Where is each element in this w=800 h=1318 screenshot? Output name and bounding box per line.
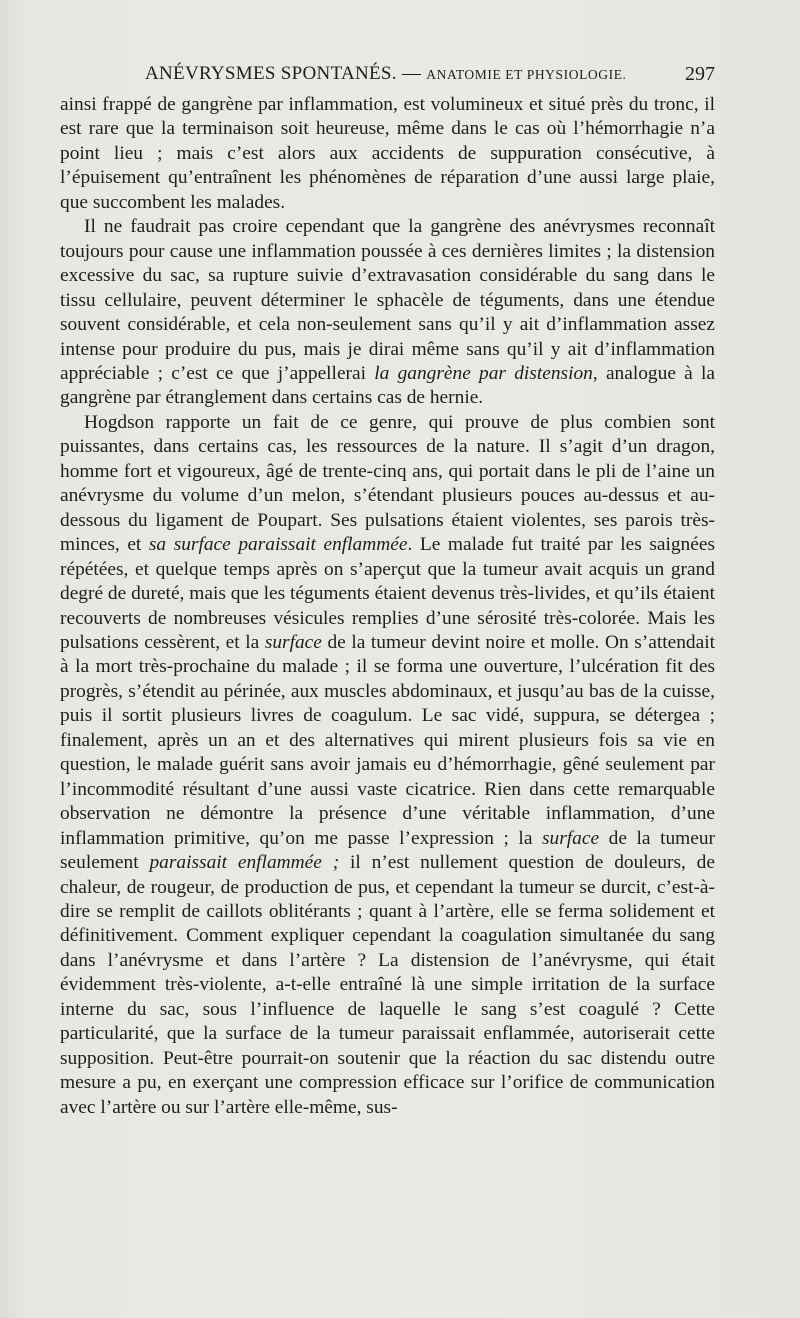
paragraph <box>60 411 715 1120</box>
running-head-subtitle: ANATOMIE ET PHYSIOLOGIE. <box>426 67 627 82</box>
text-run: de la tumeur devint noire et molle. On s’attendait à la mort très-prochaine du malade ; il se forma une ouverture, l’ulcération fit des progrès, s’étendit au périnée, aux muscles abdominaux, et jusqu’au bas de la cuisse, puis il sortit plusieurs livres de coagulum. Le sac vidé, suppura, se détergea ; finalement, après un an et des alternatives qui mirent plusieurs fois sa vie en question, le malade guérit sans avoir jamais eu d’hémorrhagie, gêné seulement par l’incommodité résultant d’une aussi vaste cicatrice. Rien dans cette remarquable observation ne démontre la présence d’une véritable inflammation, d’une inflammation primitive, qu’on me passe l’expression ; la <box>60 631 715 849</box>
text-run: Hogdson rapporte un fait de ce genre, qui prouve de plus combien sont puissantes, dans certains cas, les ressources de la nature. Il s’agit d’un dragon, homme fort et vigoureux, âgé de trente-cinq ans, qui portait dans le pli de l’aine un anévrysme du volume d’un melon, s’étendant plusieurs pouces au-dessus et au-dessous du ligament de Poupart. Ses pulsations étaient violentes, ses parois très-minces, et <box>60 411 715 556</box>
italic-phrase: sa surface paraissait enflammée <box>148 534 408 556</box>
text-run: ainsi frappé de gangrène par inflammation, est volumineux et situé près du tronc, il est rare que la terminaison soit heureuse, même dans le cas où l’hémorrhagie n’a point lieu ; mais c’est alors aux accidents de suppuration consécutive, à l’épuisement qu’entraînent les phénomènes de réparation d’une aussi large plaie, que succombent les malades. <box>60 94 715 213</box>
body-text <box>60 93 715 1120</box>
running-head <box>60 56 715 92</box>
italic-phrase: surface <box>542 827 600 849</box>
text-run: . Le malade fut traité par les saignées répétées, et quelque temps après on s’aperçut que la tumeur avait acquis un grand degré de dureté, mais que les téguments étaient devenus très-livides, et qu’ils étaient recouverts de nombreuses vésicules remplies d’une sérosité très-colorée. Mais les pulsations cessèrent, et la <box>60 534 716 653</box>
running-head-title: ANÉVRYSMES SPONTANÉS. — ANATOMIE ET PHYSIOLOGIE. <box>145 63 627 84</box>
italic-phrase: surface <box>264 631 322 653</box>
text-run: , analogue à la gangrène par étranglement dans certains cas de hernie. <box>60 362 715 409</box>
italic-phrase: la gangrène par distension <box>374 362 593 384</box>
italic-phrase: paraissait enflammée ; <box>149 852 340 874</box>
paragraph <box>60 93 715 215</box>
text-run: de la tumeur seulement <box>60 827 716 874</box>
text-run: Il ne faudrait pas croire cependant que la gangrène des anévrysmes reconnaît toujours pour cause une inflammation poussée à ces dernières limites ; la distension excessive du sac, sa rupture suivie d’extravasation considérable du sang dans le tissu cellulaire, peuvent déterminer le sphacèle de téguments, dans une étendue souvent considérable, et cela non-seulement sans qu’il y ait d’inflammation assez intense pour produire du pus, mais je dirai même sans qu’il y ait d’inflammation appréciable ; c’est ce que j’appellerai <box>60 216 715 384</box>
text-run: il n’est nullement question de douleurs, de chaleur, de rougeur, de production de pus, et cependant la tumeur se durcit, c’est-à-dire se remplit de caillots oblitérants ; quant à l’artère, elle se ferma solidement et définitivement. Comment expliquer cependant la coagulation simultanée du sang dans l’anévrysme et dans l’artère ? La distension de l’anévrysme, qui était évidemment très-violente, a-t-elle entraîné là une simple irritation de la surface interne du sac, sous l’influence de laquelle le sang s’est coagulé ? Cette particularité, que la surface de la tumeur paraissait enflammée, autoriserait cette supposition. Peut-être pourrait-on soutenir que la réaction du sac distendu outre mesure a pu, en exerçant une compression efficace sur l’orifice de communication avec l’artère ou sur l’artère elle-même, sus- <box>60 852 715 1118</box>
page-number: 297 <box>685 63 715 85</box>
paragraph <box>60 215 715 411</box>
